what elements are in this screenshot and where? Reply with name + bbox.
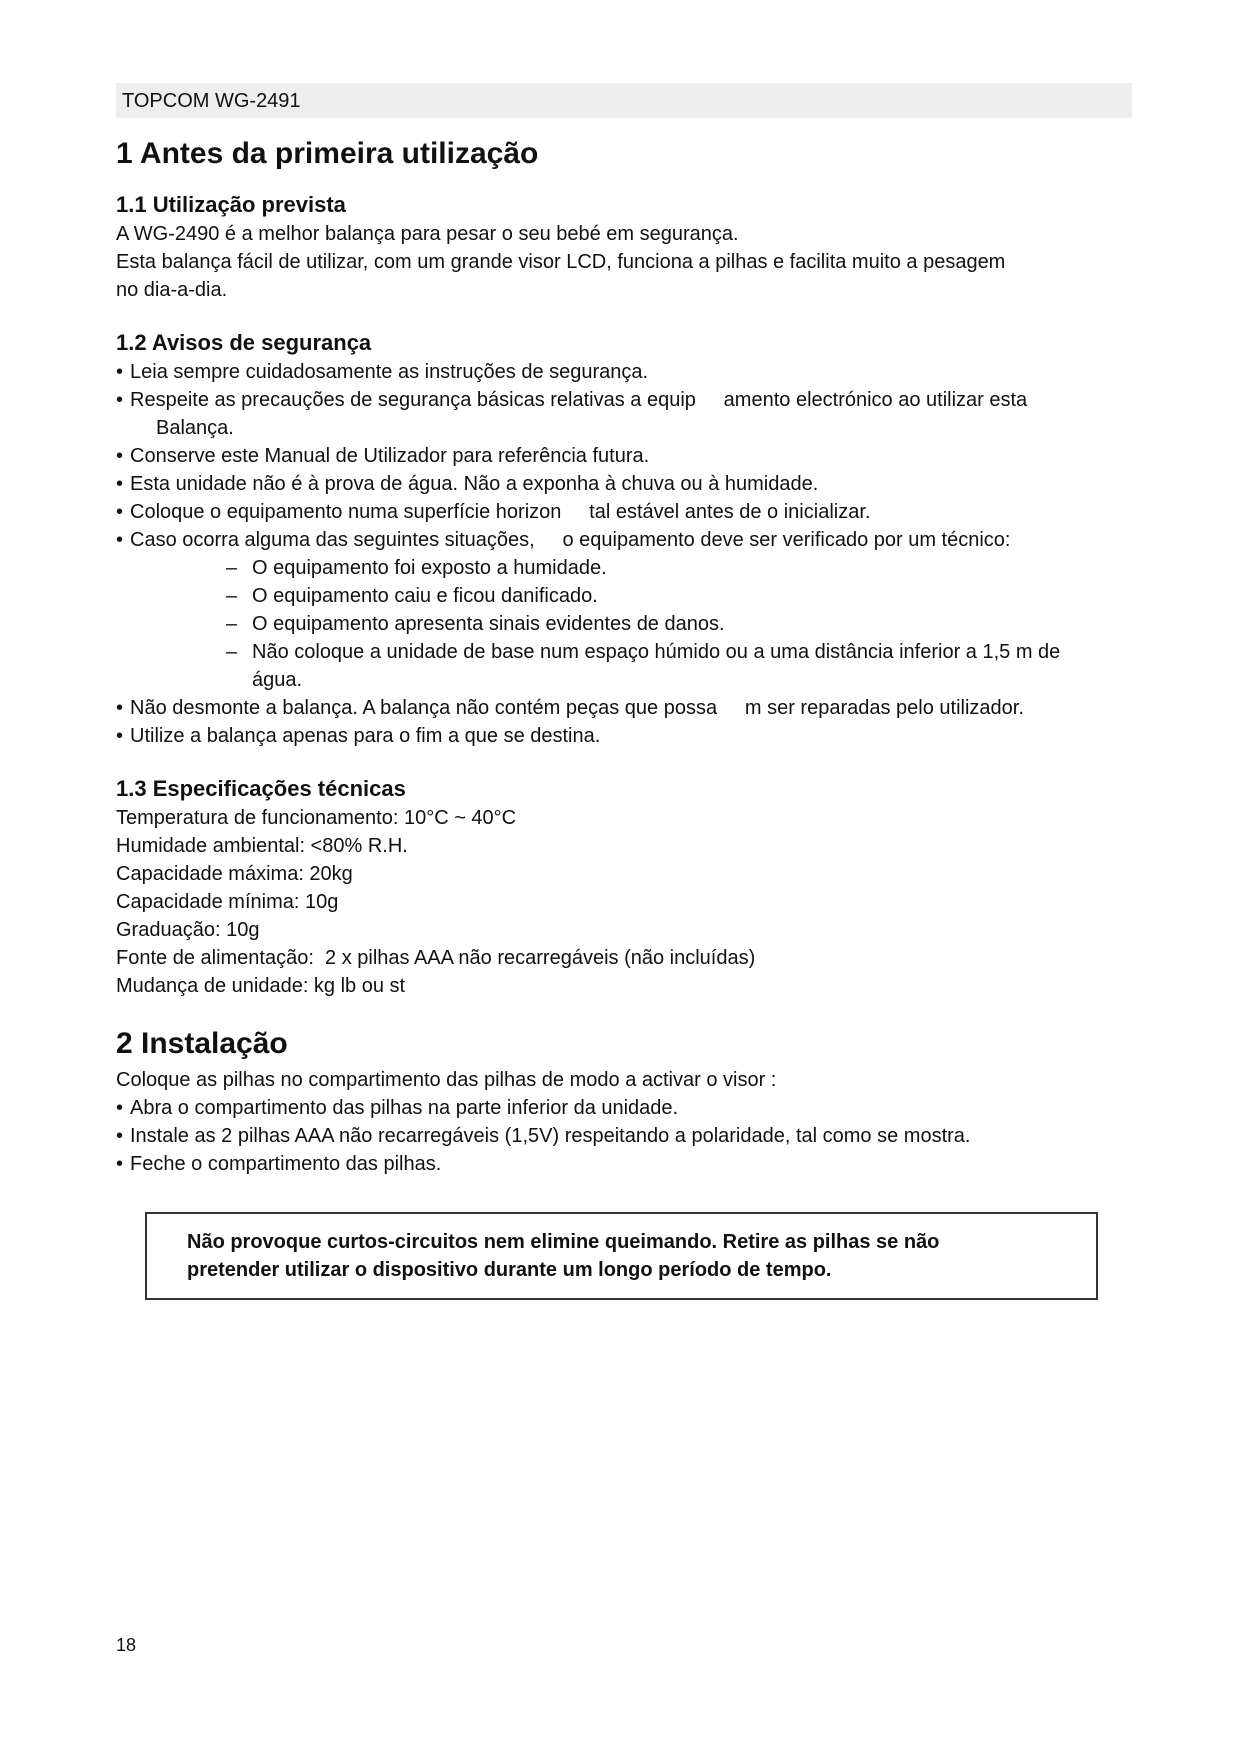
spec-line: Humidade ambiental: <80% R.H. — [116, 835, 408, 857]
list-item: • Utilize a balança apenas para o fim a que se destina. — [116, 722, 1126, 750]
list-item: • Instale as 2 pilhas AAA não recarregáveis (1,5V) respeitando a polaridade, tal como se mostra. — [116, 1122, 1126, 1150]
sub-list-item: – O equipamento caiu e ficou danificado. — [226, 582, 1126, 610]
spec-line: Capacidade mínima: 10g — [116, 891, 339, 913]
spec-line: Temperatura de funcionamento: 10°C ~ 40°C — [116, 807, 517, 829]
paragraph-line: A WG-2490 é a melhor balança para pesar o seu bebé em segurança. — [116, 223, 739, 245]
list-item: • Respeite as precauções de segurança básicas relativas a equip amento electrónico ao utilizar esta Balança. — [116, 386, 1126, 442]
safety-warnings-list-continued — [116, 694, 1126, 750]
list-item: • Feche o compartimento das pilhas. — [116, 1150, 1126, 1178]
section-1-1-heading: 1.1 Utilização prevista — [116, 192, 346, 217]
section-2-heading: 2 Instalação — [116, 1027, 288, 1060]
battery-warning-text — [187, 1228, 1047, 1284]
list-item: • Leia sempre cuidadosamente as instruções de segurança. — [116, 358, 1126, 386]
sub-list-item: – O equipamento apresenta sinais evidentes de danos. — [226, 610, 1126, 638]
section-1-2-heading: 1.2 Avisos de segurança — [116, 330, 372, 355]
inspection-conditions-list — [116, 554, 1126, 694]
list-item-continuation: Balança. — [156, 417, 234, 439]
safety-warnings-list — [116, 358, 1126, 554]
warning-line: Não provoque curtos-circuitos nem elimine queimando. Retire as pilhas se não — [187, 1231, 940, 1253]
spec-line: Fonte de alimentação: 2 x pilhas AAA não recarregáveis (não incluídas) — [116, 947, 756, 969]
page-content — [116, 132, 1126, 1178]
list-item: • Conserve este Manual de Utilizador para referência futura. — [116, 442, 1126, 470]
spec-line: Mudança de unidade: kg lb ou st — [116, 975, 406, 997]
installation-steps-list — [116, 1094, 1126, 1178]
list-item: • Caso ocorra alguma das seguintes situações, o equipamento deve ser verificado por um técnico: — [116, 526, 1126, 554]
list-item: • Esta unidade não é à prova de água. Não a exponha à chuva ou à humidade. — [116, 470, 1126, 498]
list-item: • Coloque o equipamento numa superfície horizon tal estável antes de o inicializar. — [116, 498, 1126, 526]
running-header-title: TOPCOM WG-2491 — [122, 90, 301, 112]
paragraph-line: no dia-a-dia. — [116, 279, 228, 301]
page-number: 18 — [116, 1635, 137, 1655]
sub-list-item-continuation: água. — [252, 669, 303, 691]
paragraph-line: Esta balança fácil de utilizar, com um grande visor LCD, funciona a pilhas e facilita muito a pesagem — [116, 251, 1006, 273]
sub-list-item: – Não coloque a unidade de base num espaço húmido ou a uma distância inferior a 1,5 m de água. — [226, 638, 1126, 694]
spec-line: Graduação: 10g — [116, 919, 260, 941]
spec-line: Capacidade máxima: 20kg — [116, 863, 353, 885]
section-1-3-heading: 1.3 Especificações técnicas — [116, 776, 406, 801]
battery-warning-box — [145, 1212, 1098, 1300]
paragraph-line: Coloque as pilhas no compartimento das pilhas de modo a activar o visor : — [116, 1069, 777, 1091]
list-item: • Abra o compartimento das pilhas na parte inferior da unidade. — [116, 1094, 1126, 1122]
section-1-heading: 1 Antes da primeira utilização — [116, 137, 539, 170]
sub-list-item: – O equipamento foi exposto a humidade. — [226, 554, 1126, 582]
warning-line: pretender utilizar o dispositivo durante um longo período de tempo. — [187, 1259, 832, 1281]
list-item: • Não desmonte a balança. A balança não contém peças que possa m ser reparadas pelo utilizador. — [116, 694, 1126, 722]
